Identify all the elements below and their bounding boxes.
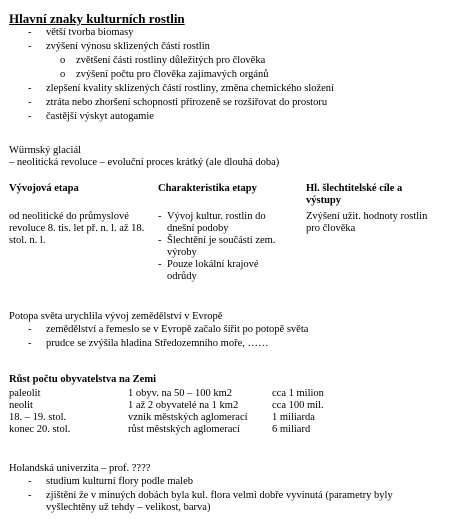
section-title: Růst počtu obyvatelstva na Zemi (9, 374, 157, 385)
dash: - (28, 338, 32, 349)
table-header: Hl. šlechtitelské cíle a výstupy (306, 183, 403, 206)
list-item: - (28, 27, 32, 38)
list-item: - (28, 111, 32, 122)
list-item-text: zvýšení počtu pro člověka zajímavých orgánů (76, 69, 269, 80)
table-cell: 1 miliarda (272, 412, 315, 423)
table-cell: cca 100 mil. (272, 400, 324, 411)
table-cell: 18. – 19. stol. (9, 412, 67, 423)
page-title: Hlavní znaky kulturních rostlin (9, 11, 185, 26)
table-cell: cca 1 milion (272, 388, 324, 399)
flood-intro: Potopa světa urychlila vývoj zemědělství v Evropě (9, 311, 223, 322)
list-item-text: Vývoj kultur. rostlin do dnešní podoby (167, 211, 266, 234)
list-item-text: prudce se zvýšila hladina Středozemního moře, …… (46, 338, 269, 349)
list-item-text: zjištění že v minuých dobách byla kul. flora velmi dobře vyvinutá (parametry byly vyšlechtěny už tehdy – velikost, barva) (46, 490, 393, 513)
list-item-text: častější výskyt autogamie (46, 111, 154, 122)
sub-bullet: o (60, 55, 66, 66)
glacial-line: – neolitická revoluce – evoluční proces krátký (ale dlouhá doba) (9, 157, 280, 168)
dash: - (28, 490, 32, 501)
glacial-line: Würmský glaciál (9, 145, 82, 156)
dash: - (28, 324, 32, 335)
university-intro: Holandská univerzita – prof. ???? (9, 463, 151, 474)
table-header: Charakteristika etapy (158, 183, 257, 194)
list-item-text: zvětšení části rostliny důležitých pro člověka (76, 55, 266, 66)
list-item-text: větší tvorba biomasy (46, 27, 134, 38)
list-item-text: ztráta nebo zhoršení schopnosti přirozeně se rozšiřovat do prostoru (46, 97, 328, 108)
list-item: - (28, 83, 32, 94)
table-cell: Zvýšení užit. hodnoty rostlin pro člověka (306, 211, 428, 234)
table-cell: 6 miliard (272, 424, 311, 435)
list-item-text: zvýšení výnosu sklizených částí rostlin (46, 41, 210, 52)
table-cell: konec 20. stol. (9, 424, 71, 435)
dash: - (158, 235, 162, 246)
list-item-text: zemědělství a řemeslo se v Evropě začalo šířit po potopě světa (46, 324, 309, 335)
list-item-text: studium kulturní flory podle maleb (46, 476, 193, 487)
list-item-text: Pouze lokální krajové odrůdy (167, 259, 259, 282)
list-item-text: zlepšení kvality sklizených částí rostliny, změna chemického složení (46, 83, 334, 94)
table-cell: vznik městských aglomerací (128, 412, 248, 423)
list-item: - (28, 41, 32, 52)
dash: - (28, 476, 32, 487)
table-cell: od neolitické do průmyslové revoluce 8. tis. let př. n. l. až 18. stol. n. l. (9, 211, 145, 246)
table-cell: 1 až 2 obyvatelé na 1 km2 (128, 400, 239, 411)
dash: - (158, 211, 162, 222)
table-header: Vývojová etapa (9, 183, 79, 194)
list-item-text: Šlechtění je součástí zem. výroby (167, 235, 276, 258)
list-item: - (28, 97, 32, 108)
table-cell: paleolit (9, 388, 41, 399)
table-cell: neolit (9, 400, 33, 411)
table-cell: 1 obyv. na 50 – 100 km2 (128, 388, 233, 399)
table-cell: růst městských aglomerací (128, 424, 240, 435)
sub-bullet: o (60, 69, 66, 80)
dash: - (158, 259, 162, 270)
